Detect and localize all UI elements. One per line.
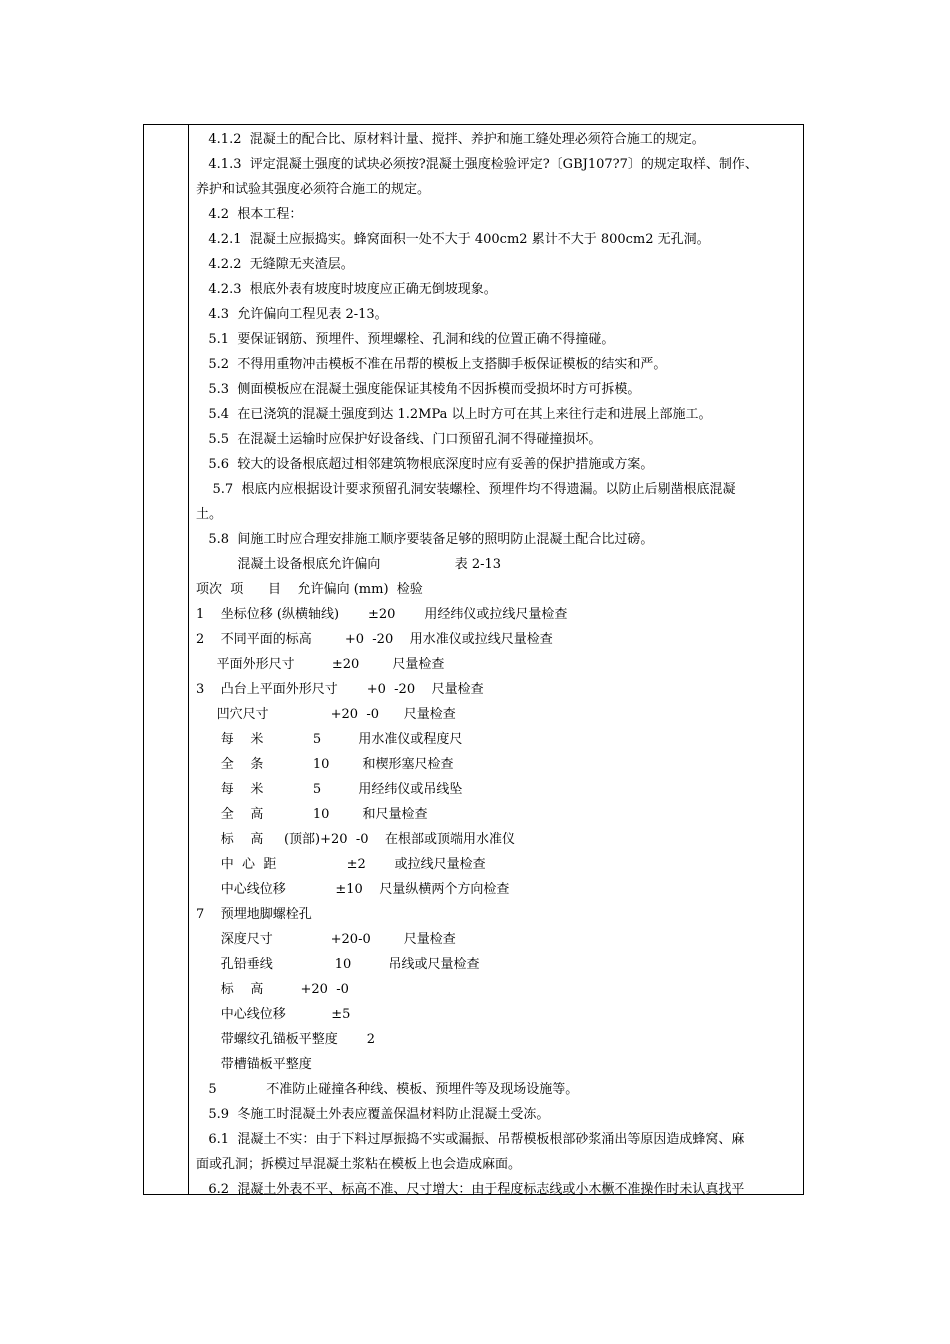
- text-line: 中心线位移 ±5: [196, 1007, 351, 1022]
- text-line: 项次 项 目 允许偏向 (mm) 检验: [196, 582, 423, 597]
- text-line: 5.8 间施工时应合理安排施工顺序要装备足够的照明防止混凝土配合比过磅。: [196, 532, 654, 547]
- text-line: 深度尺寸 +20-0 尺量检查: [196, 932, 456, 947]
- column-divider: [188, 125, 189, 1194]
- text-line: 5.9 冬施工时混凝土外表应覆盖保温材料防止混凝土受冻。: [196, 1107, 550, 1122]
- text-line: 5.4 在已浇筑的混凝土强度到达 1.2MPa 以上时方可在其上来往行走和进展上部施工。: [196, 407, 712, 422]
- text-line: 平面外形尺寸 ±20 尺量检查: [196, 657, 445, 672]
- text-line: 4.1.3 评定混凝土强度的试块必须按?混凝土强度检验评定?〔GBJ107?7〕的规定取样、制作、: [196, 157, 758, 172]
- text-line: 5 不准防止碰撞各种线、模板、预埋件等及现场设施等。: [196, 1082, 579, 1097]
- text-line: 每 米 5 用经纬仪或吊线坠: [196, 782, 463, 797]
- text-line: 带螺纹孔锚板平整度 2: [196, 1032, 375, 1047]
- document-table: [143, 124, 804, 1195]
- text-line: 7 预埋地脚螺栓孔: [196, 907, 312, 922]
- text-line: 5.6 较大的设备根底超过相邻建筑物根底深度时应有妥善的保护措施或方案。: [196, 457, 654, 472]
- document-body: [196, 127, 795, 1202]
- text-line: 3 凸台上平面外形尺寸 +0 -20 尺量检查: [196, 682, 484, 697]
- text-line: 5.1 要保证钢筋、预埋件、预埋螺栓、孔洞和线的位置正确不得撞碰。: [196, 332, 615, 347]
- text-line: 6.2 混凝土外表不平、标高不准、尺寸增大：由于程度标志线或小木橛不准操作时未认真找平: [196, 1182, 745, 1197]
- text-line: 4.2.2 无缝隙无夹渣层。: [196, 257, 354, 272]
- text-line: 5.5 在混凝土运输时应保护好设备线、门口预留孔洞不得碰撞损坏。: [196, 432, 602, 447]
- text-line: 孔铅垂线 10 吊线或尺量检查: [196, 957, 480, 972]
- text-line: 带槽锚板平整度: [196, 1057, 312, 1072]
- text-line: 面或孔洞；拆模过早混凝土浆粘在模板上也会造成麻面。: [196, 1157, 522, 1172]
- text-line: 2 不同平面的标高 +0 -20 用水准仪或拉线尺量检查: [196, 632, 553, 647]
- text-line: 全 条 10 和楔形塞尺检查: [196, 757, 454, 772]
- text-line: 每 米 5 用水准仪或程度尺: [196, 732, 463, 747]
- text-line: 全 高 10 和尺量检查: [196, 807, 428, 822]
- text-line: 4.2 根本工程：: [196, 207, 303, 222]
- text-line: 4.1.2 混凝土的配合比、原材料计量、搅拌、养护和施工缝处理必须符合施工的规定。: [196, 132, 705, 147]
- text-line: 4.3 允许偏向工程见表 2-13。: [196, 307, 388, 322]
- text-line: 标 高 +20 -0: [196, 982, 349, 997]
- text-line: 1 坐标位移 (纵横轴线) ±20 用经纬仪或拉线尺量检查: [196, 607, 568, 622]
- text-line: 养护和试验其强度必须符合施工的规定。: [196, 182, 431, 197]
- text-line: 中心线位移 ±10 尺量纵横两个方向检查: [196, 882, 510, 897]
- text-line: 标 高 (顶部)+20 -0 在根部或顶端用水准仪: [196, 832, 516, 847]
- text-line: 土。: [196, 507, 223, 522]
- text-line: 凹穴尺寸 +20 -0 尺量检查: [196, 707, 456, 722]
- text-line: 混凝土设备根底允许偏向 表 2-13: [196, 557, 502, 572]
- text-line: 5.2 不得用重物冲击模板不准在吊帮的模板上支搭脚手板保证模板的结实和严。: [196, 357, 667, 372]
- text-line: 6.1 混凝土不实：由于下料过厚振捣不实或漏振、吊帮模板根部砂浆涌出等原因造成蜂窝、麻: [196, 1132, 745, 1147]
- text-line: 5.3 侧面模板应在混凝土强度能保证其棱角不因拆模而受损坏时方可拆模。: [196, 382, 641, 397]
- text-line: 4.2.1 混凝土应振捣实。蜂窝面积一处不大于 400cm2 累计不大于 800cm2 无孔洞。: [196, 232, 710, 247]
- text-line: 4.2.3 根底外表有坡度时坡度应正确无倒坡现象。: [196, 282, 497, 297]
- text-line: 5.7 根底内应根据设计要求预留孔洞安装螺栓、预埋件均不得遗漏。以防止后剔凿根底混凝: [196, 482, 736, 497]
- text-line: 中 心 距 ±2 或拉线尺量检查: [196, 857, 486, 872]
